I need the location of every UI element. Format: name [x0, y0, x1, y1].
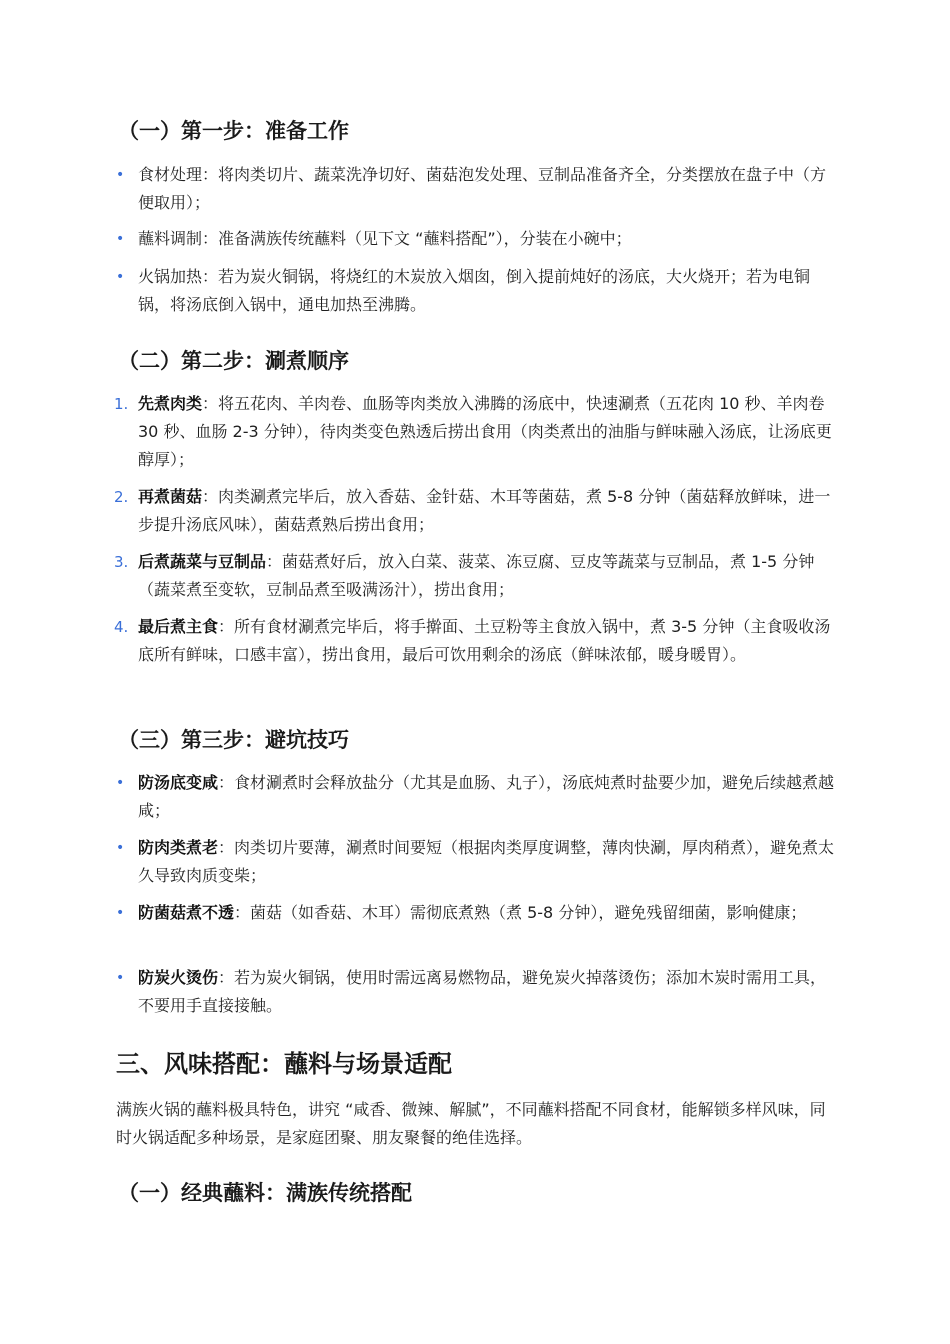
list-item-text: [138, 834, 838, 890]
list-item-text: [138, 613, 838, 669]
bullet-marker: •: [116, 970, 125, 986]
list-item-bold-label: 防炭火烫伤: [138, 968, 219, 987]
bullet-marker: •: [116, 167, 125, 183]
bullet-marker: •: [116, 231, 125, 247]
bullet-marker: •: [116, 269, 125, 285]
list-item-body: ：菌菇煮好后，放入白菜、菠菜、冻豆腐、豆皮等蔬菜与豆制品，煮 1-5 分钟（蔬菜煮至变软，豆制品煮至吸满汤汁），捞出食用；: [138, 552, 815, 599]
list-item-bold-label: 防汤底变咸: [138, 773, 219, 792]
bullet-marker: •: [116, 905, 125, 921]
list-item-text: [138, 483, 838, 539]
list-item-bold-label: 防肉类煮老: [138, 838, 219, 857]
number-marker: 4.: [114, 618, 129, 636]
list-item-bold-label: 再煮菌菇: [138, 487, 203, 506]
step2-heading: （二）第二步：涮煮顺序: [118, 349, 349, 373]
list-item-body: ：食材涮煮时会释放盐分（尤其是血肠、丸子），汤底炖煮时盐要少加，避免后续越煮越咸；: [138, 773, 835, 820]
step3-heading: （三）第三步：避坑技巧: [118, 728, 349, 752]
list-item-bold-label: 先煮肉类: [138, 394, 203, 413]
list-item-body: ：菌菇（如香菇、木耳）需彻底煮熟（煮 5-8 分钟），避免残留细菌，影响健康；: [234, 903, 807, 922]
list-item-text: 食材处理：将肉类切片、蔬菜洗净切好、菌菇泡发处理、豆制品准备齐全，分类摆放在盘子中（方便取用）；: [138, 165, 827, 212]
list-item-body: ：若为炭火铜锅，使用时需远离易燃物品，避免炭火掉落烫伤；添加木炭时需用工具，不要用手直接接触。: [138, 968, 827, 1015]
step1-heading: （一）第一步：准备工作: [118, 119, 349, 143]
flavor-subheading: （一）经典蘸料：满族传统搭配: [118, 1181, 412, 1205]
number-marker: 1.: [114, 395, 129, 413]
list-item-text: [138, 899, 838, 927]
list-item-bold-label: 防菌菇煮不透: [138, 903, 235, 922]
list-item-body: ：将五花肉、羊肉卷、血肠等肉类放入沸腾的汤底中，快速涮煮（五花肉 10 秒、羊肉卷 30 秒、血肠 2-3 分钟），待肉类变色熟透后捞出食用（肉类煮出的油脂与鲜味融入汤底，让汤底更醇厚）；: [138, 394, 832, 469]
flavor-intro-paragraph: 满族火锅的蘸料极具特色，讲究 “咸香、微辣、解腻”，不同蘸料搭配不同食材，能解锁多样风味，同时火锅适配多种场景，是家庭团聚、朋友聚餐的绝佳选择。: [116, 1100, 826, 1147]
bullet-marker: •: [116, 840, 125, 856]
number-marker: 3.: [114, 553, 129, 571]
bullet-marker: •: [116, 775, 125, 791]
list-item-text: [138, 390, 838, 474]
list-item-text: 蘸料调制：准备满族传统蘸料（见下文 “蘸料搭配”），分装在小碗中；: [138, 229, 632, 248]
list-item-bold-label: 后煮蔬菜与豆制品: [138, 552, 267, 571]
list-item-bold-label: 最后煮主食: [138, 617, 219, 636]
list-item-body: ：肉类涮煮完毕后，放入香菇、金针菇、木耳等菌菇，煮 5-8 分钟（菌菇释放鲜味，进一步提升汤底风味），菌菇煮熟后捞出食用；: [138, 487, 831, 534]
list-item-text: [138, 964, 838, 1020]
list-item-body: ：所有食材涮煮完毕后，将手擀面、土豆粉等主食放入锅中，煮 3-5 分钟（主食吸收汤底所有鲜味，口感丰富），捞出食用，最后可饮用剩余的汤底（鲜味浓郁，暖身暖胃）。: [138, 617, 831, 664]
list-item-body: ：肉类切片要薄，涮煮时间要短（根据肉类厚度调整，薄肉快涮，厚肉稍煮），避免煮太久导致肉质变柴；: [138, 838, 835, 885]
list-item-text: [138, 548, 838, 604]
list-item-text: [138, 769, 838, 825]
flavor-section-heading: 三、风味搭配：蘸料与场景适配: [116, 1050, 452, 1078]
number-marker: 2.: [114, 488, 129, 506]
list-item-text: 火锅加热：若为炭火铜锅，将烧红的木炭放入烟囱，倒入提前炖好的汤底，大火烧开；若为电铜锅，将汤底倒入锅中，通电加热至沸腾。: [138, 267, 811, 314]
